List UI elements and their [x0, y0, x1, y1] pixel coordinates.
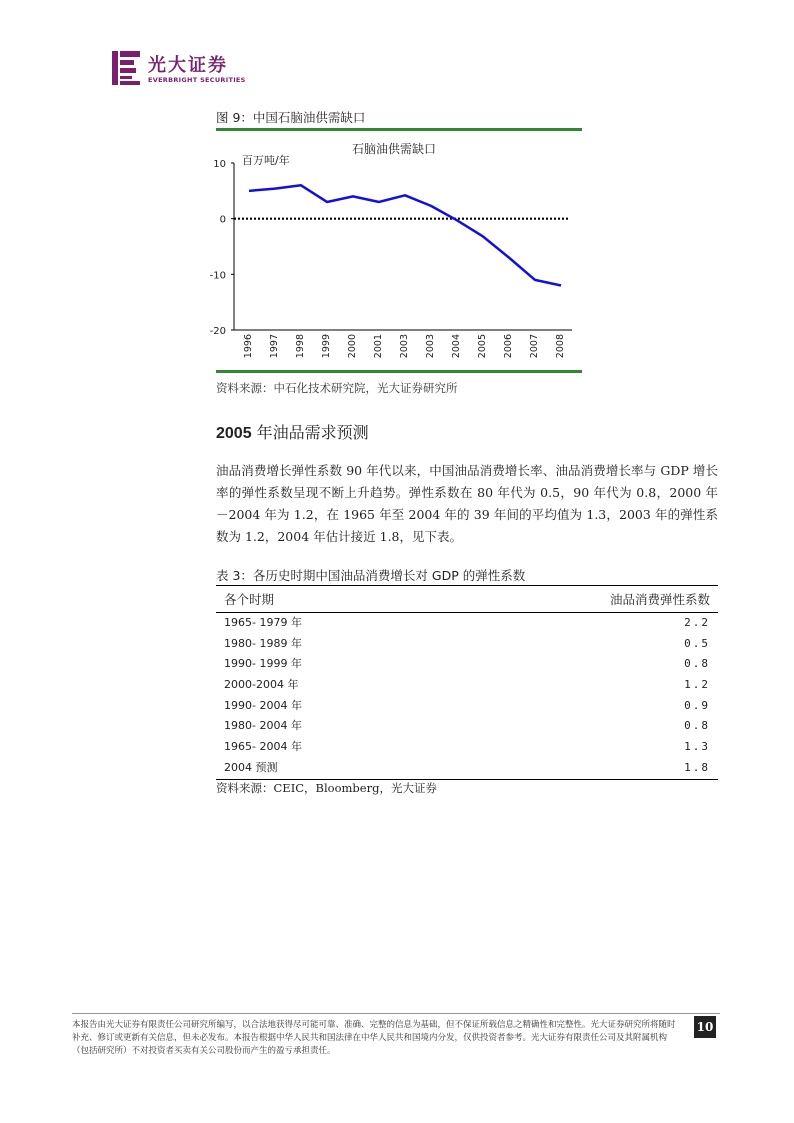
x-tick-label: 1998 — [295, 334, 306, 359]
company-logo — [112, 49, 262, 89]
y-tick-label: -20 — [209, 326, 226, 337]
y-tick-label: 10 — [213, 159, 226, 170]
elasticity-table — [216, 585, 718, 780]
row-value: 1.2 — [684, 678, 710, 692]
x-tick-label: 2006 — [503, 334, 514, 359]
table-row — [216, 675, 718, 696]
x-tick-label: 2004 — [451, 334, 462, 359]
row-period: 1990- 1999 年 — [224, 657, 302, 671]
table-row — [216, 634, 718, 655]
table-row — [216, 696, 718, 717]
row-period: 2000-2004 年 — [224, 678, 299, 692]
section-heading — [216, 420, 369, 443]
row-value: 0.8 — [684, 657, 710, 671]
logo-chinese-name: 光大证券 — [148, 55, 228, 76]
naphtha-gap-chart — [204, 135, 584, 370]
y-tick-label: -10 — [209, 270, 226, 282]
x-tick-label: 2007 — [529, 334, 540, 359]
table-header — [216, 586, 718, 613]
x-tick-label: 2008 — [555, 334, 566, 359]
row-value: 1.8 — [684, 760, 710, 774]
table-caption: 表 3：各历史时期中国油品消费增长对 GDP 的弹性系数 — [216, 568, 526, 583]
x-tick-label: 2001 — [373, 334, 384, 359]
header-elasticity: 油品消费弹性系数 — [609, 592, 710, 607]
row-value: 2.2 — [684, 616, 710, 629]
x-tick-label: 1996 — [243, 334, 254, 359]
x-tick-label: 2003 — [399, 334, 410, 359]
row-period: 1965- 2004 年 — [224, 740, 302, 754]
chart-unit-label: 百万吨/年 — [242, 154, 290, 167]
x-tick-label: 2003 — [425, 334, 436, 359]
everbright-logo-icon — [112, 51, 140, 85]
page-number: 10 — [694, 1016, 716, 1038]
table-source: 资料来源：CEIC，Bloomberg，光大证券 — [216, 781, 437, 795]
figure-source: 资料来源：中石化技术研究院，光大证券研究所 — [216, 381, 458, 395]
x-tick-label: 1997 — [269, 334, 280, 359]
table-row — [216, 613, 718, 634]
row-period: 2004 预测 — [224, 760, 278, 774]
footer-divider — [72, 1013, 720, 1014]
row-period: 1990- 2004 年 — [224, 698, 302, 712]
header-period: 各个时期 — [224, 592, 275, 607]
row-period: 1980- 1989 年 — [224, 636, 302, 650]
table-row — [216, 716, 718, 737]
y-tick-label: 0 — [219, 214, 226, 226]
table-row — [216, 758, 718, 779]
x-tick-label: 1999 — [321, 334, 332, 359]
chart-title: 石脑油供需缺口 — [351, 142, 437, 156]
figure-bottom-rule — [216, 370, 582, 373]
table-row — [216, 654, 718, 675]
x-tick-label: 2000 — [347, 334, 358, 359]
figure-top-rule — [216, 128, 582, 131]
figure-caption: 图 9：中国石脑油供需缺口 — [216, 110, 366, 125]
row-value: 0.8 — [684, 719, 710, 733]
section-title-text: 年油品需求预测 — [251, 423, 369, 442]
body-paragraph: 油品消费增长弹性系数 90 年代以来，中国油品消费增长率、油品消费增长率与 GDP 增长率的弹性系数呈现不断上升趋势。弹性系数在 80 年代为 0.5，90 年代为 0.8，2000 年－2004 年为 1.2，在 1965 年至 2004 年的 39 年间的平均值为 1.3，2003 年的弹性系数为 1.2，2004 年估计接近 1.8，见下表。 — [216, 463, 718, 544]
series-line — [249, 185, 561, 285]
row-period: 1965- 1979 年 — [224, 616, 302, 629]
table-row — [216, 737, 718, 758]
row-value: 0.5 — [684, 636, 710, 650]
disclaimer-text: 本报告由光大证券有限责任公司研究所编写，以合法地获得尽可能可靠、准确、完整的信息为基础，但不保证所载信息之精确性和完整性。光大证券研究所将随时补充、修订或更新有关信息，但未必发布。本报告根据中华人民共和国法律在中华人民共和国境内分发，仅供投资者参考。光大证券有限责任公司及其附属机构（包括研究所）不对投资者买卖有关公司股份而产生的盈亏承担责任。 — [72, 1020, 676, 1056]
row-value: 1.3 — [684, 740, 710, 754]
x-tick-label: 2005 — [477, 334, 488, 359]
logo-english-name: EVERBRIGHT SECURITIES — [148, 76, 246, 84]
section-year: 2005 — [216, 425, 252, 442]
row-period: 1980- 2004 年 — [224, 719, 302, 733]
row-value: 0.9 — [684, 698, 710, 712]
